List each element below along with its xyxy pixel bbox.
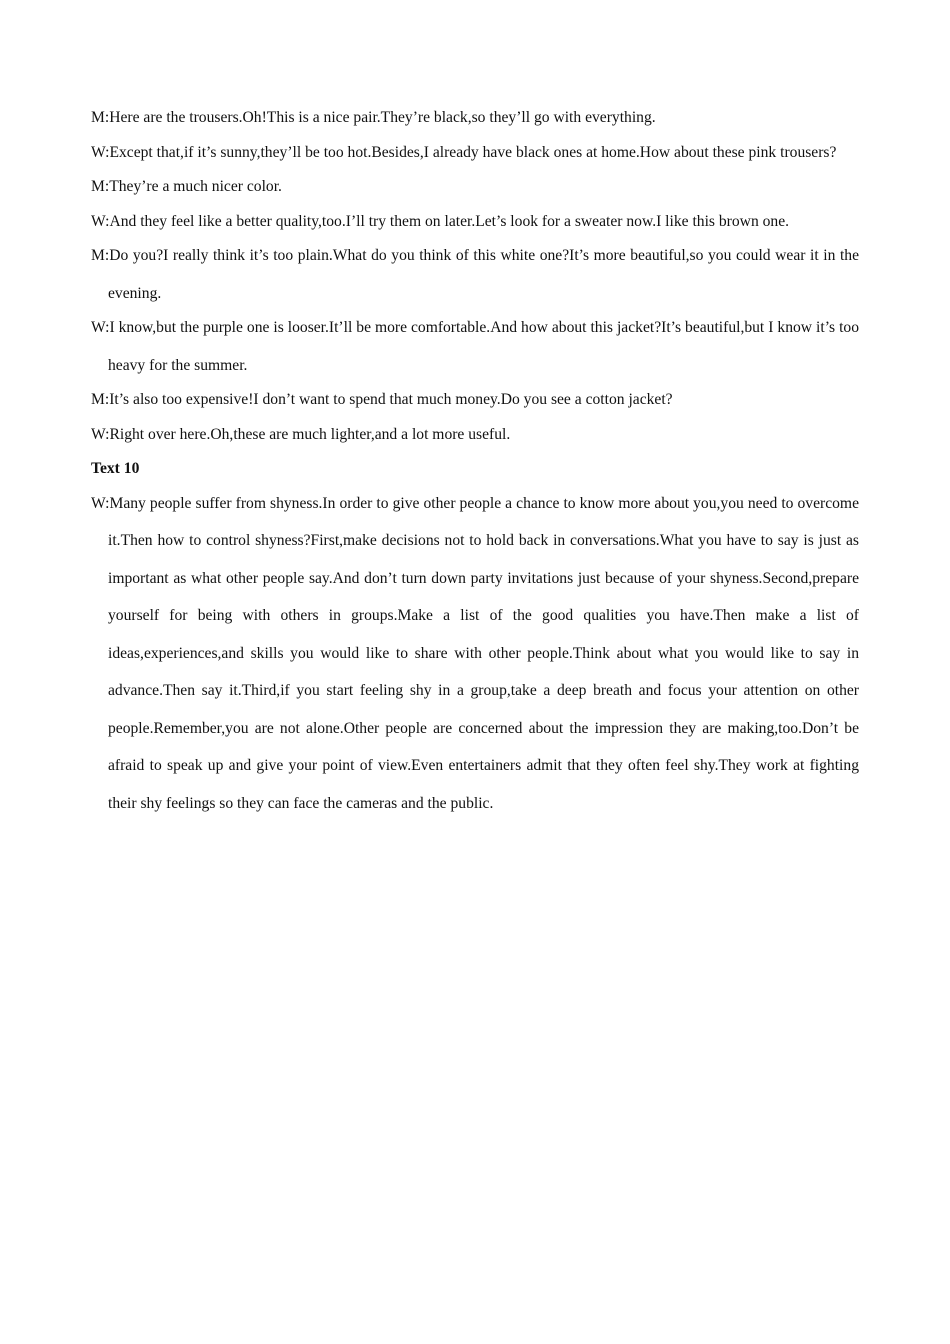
dialogue-line: M:They’re a much nicer color. [91, 178, 282, 195]
monologue-paragraph: W:Many people suffer from shyness.In order to give other people a chance to know more about you,you need to overcome it.Then how to control shyness?First,make decisions not to hold back in conversations.What you have to say is just as important as what other people say.And don’t turn down party invitations just because of your shyness.Second,prepare yourself for being with others in groups.Make a list of the good qualities you have.Then make a list of ideas,experiences,and skills you would like to share with other people.Think about what you would like to say in advance.Then say it.Third,if you start feeling shy in a group,take a deep breath and focus your attention on other people.Remember,you are not alone.Other people are concerned about the impression they are making,too.Don’t be afraid to speak up and give your point of view.Even entertainers admit that they often feel shy.They work at fighting their shy feelings so they can face the cameras and the public. [91, 494, 859, 812]
dialogue-line: W:I know,but the purple one is looser.It’ll be more comfortable.And how about this jacket?It’s beautiful,but I know it’s too heavy for the summer. [91, 319, 859, 374]
section-heading: Text 10 [91, 460, 140, 477]
dialogue-line: M:Do you?I really think it’s too plain.What do you think of this white one?It’s more beautiful,so you could wear it in the evening. [91, 247, 859, 302]
dialogue-line: W:Right over here.Oh,these are much lighter,and a lot more useful. [91, 425, 511, 443]
document-page [91, 99, 859, 819]
dialogue-line: W:Except that,if it’s sunny,they’ll be too hot.Besides,I already have black ones at home.How about these pink trousers? [91, 143, 837, 161]
dialogue-line: M:It’s also too expensive!I don’t want to spend that much money.Do you see a cotton jacket? [91, 391, 673, 408]
dialogue-line: W:And they feel like a better quality,too.I’ll try them on later.Let’s look for a sweater now.I like this brown one. [91, 212, 790, 230]
dialogue-line: M:Here are the trousers.Oh!This is a nice pair.They’re black,so they’ll go with everything. [91, 109, 656, 126]
